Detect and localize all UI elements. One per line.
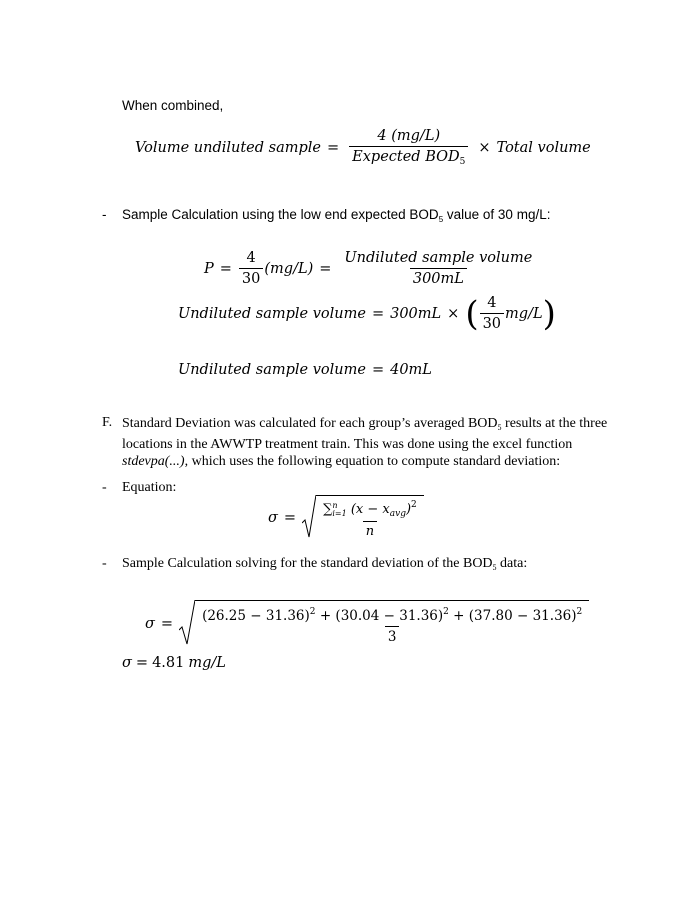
eq1-rhs: Total volume (496, 139, 591, 156)
eq1-numerator: 4 (mg/L) (377, 128, 441, 144)
eq4-rhs: 40mL (390, 362, 432, 378)
eq6-sqrt: $\frac{(26.25 - 31.36)^2 + (30.04 - 31.36)^2 + (37.80 - 31.36)^2}{3}$ (179, 600, 589, 648)
eq5-sqrt: ∑ n i=1 $(x - x_{avg})^2$ n (302, 495, 424, 541)
eq2-unit: (mg/L) (264, 260, 314, 277)
bullet-dash: - (102, 207, 107, 222)
eq3-unit: mg/L (505, 305, 543, 322)
sample-calc-1: Sample Calculation using the low end expected $BOD_5$ value of 30 mg/L: (122, 207, 551, 224)
section-f-paragraph: Standard Deviation was calculated for each group’s averaged $BOD_5$ results at the three locations in the AWWTP treatment train. This was done using the excel function stdevpa(...), which uses the following equation to compute standard deviation: (122, 416, 608, 469)
eq3-fraction: $\frac{4}{30}$ (480, 295, 504, 332)
eq1-times: × (478, 139, 491, 156)
equation-p: P = $\frac{4}{30}$ (mg/L) = $\frac{\text{Undiluted sample volume}}{300mL}$ (204, 250, 539, 287)
equation-result-volume: Undiluted sample volume = 40mL (178, 362, 432, 378)
eq6-lhs: σ (145, 616, 155, 632)
eq1-fraction (349, 128, 468, 167)
equation-label: Equation: (122, 480, 177, 495)
equation-std-dev-formula: σ = ∑ n i=1 $(x - x_{avg})^2$ n (268, 495, 424, 541)
eq1-lhs: Volume undiluted sample (135, 139, 321, 156)
eq2-lhs: P (204, 260, 214, 277)
sample-calc-2: Sample Calculation solving for the standard deviation of the $BOD_5$ data: (122, 556, 528, 572)
eq7-lhs: σ (122, 655, 132, 671)
equation-std-dev-calc: σ = $\frac{(26.25 - 31.36)^2 + (30.04 - 31.36)^2 + (37.80 - 31.36)^2}{3}$ (145, 600, 589, 648)
eq3-lhs: Undiluted sample volume (178, 305, 366, 322)
combined-intro: When combined, (122, 98, 224, 113)
bullet-dash: - (102, 480, 107, 495)
eq4-lhs: Undiluted sample volume (178, 362, 366, 378)
eq1-denominator: Expected $BOD_5$ (349, 146, 468, 167)
eq5-lhs: σ (268, 510, 278, 526)
section-f-label: F. (102, 415, 113, 430)
equation-volume-undiluted: Volume undiluted sample = $\frac{4 (mg/L)}{Expected BOD_5}$ × Total volume (135, 128, 591, 167)
eq3-mid: 300mL (390, 305, 442, 322)
eq7-value: 4.81 (152, 655, 185, 671)
equation-undiluted-volume: Undiluted sample volume = 300mL × ( $\frac{4}{30}$ mg/L ) (178, 293, 556, 334)
equation-std-dev-result: σ = 4.81 mg/L (122, 655, 226, 671)
bullet-dash: - (102, 556, 107, 571)
eq7-unit: mg/L (188, 655, 226, 671)
eq2-fraction-2: $\frac{\text{Undiluted sample volume}}{300mL}$ (344, 250, 533, 287)
eq2-fraction-1: $\frac{4}{30}$ (239, 250, 263, 287)
stdevpa-function: stdevpa(...) (122, 454, 185, 469)
